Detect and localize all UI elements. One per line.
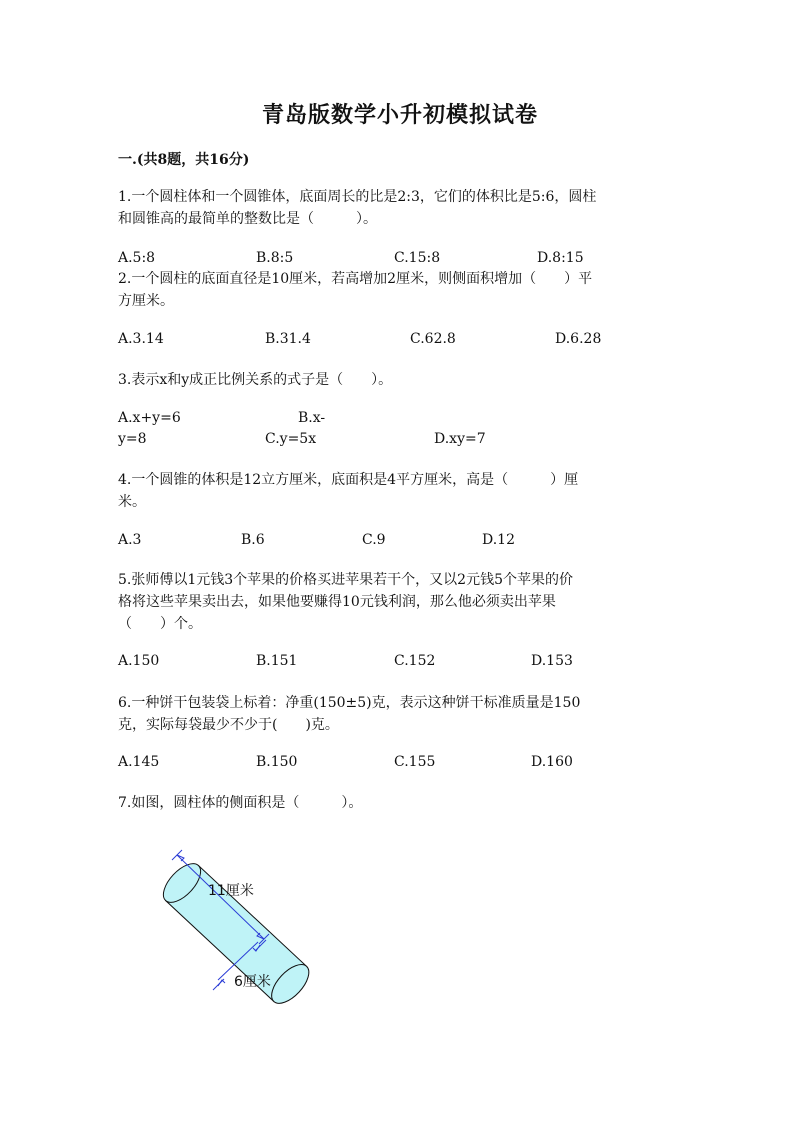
question-2-line-2: 方厘米。	[118, 293, 174, 309]
question-4-line-1: 4.一个圆锥的体积是12立方厘米，底面积是4平方厘米，高是（ ）厘	[118, 472, 579, 488]
question-5-line-1: 5.张师傅以1元钱3个苹果的价格买进苹果若干个，又以2元钱5个苹果的价	[118, 572, 573, 588]
question-4-option-c: C.9	[362, 532, 386, 548]
question-6-line-1: 6.一种饼干包装袋上标着：净重(150±5)克，表示这种饼干标准质量是150	[118, 695, 581, 711]
question-4-option-b: B.6	[241, 532, 265, 548]
question-2-option-a: A.3.14	[118, 331, 164, 347]
question-1-option-b: B.8:5	[256, 250, 294, 266]
question-2-option-c: C.62.8	[410, 331, 456, 347]
question-2-line-1: 2.一个圆柱的底面直径是10厘米，若高增加2厘米，则侧面积增加（ ）平	[118, 271, 593, 287]
question-6-option-c: C.155	[394, 754, 436, 770]
question-1-line-2: 和圆锥高的最简单的整数比是（ ）。	[118, 211, 377, 227]
question-4-option-a: A.3	[118, 532, 142, 548]
question-3-option-b: B.x-	[298, 410, 326, 426]
question-2-option-d: D.6.28	[555, 331, 602, 347]
question-7-line-1: 7.如图，圆柱体的侧面积是（ ）。	[118, 795, 363, 811]
question-5-option-c: C.152	[394, 653, 436, 669]
question-6-option-b: B.150	[256, 754, 298, 770]
question-6-option-a: A.145	[118, 754, 160, 770]
page-title: 青岛版数学小升初模拟试卷	[261, 102, 538, 128]
question-2-option-b: B.31.4	[265, 331, 311, 347]
question-3-option-c: C.y=5x	[265, 431, 317, 447]
question-4-option-d: D.12	[482, 532, 515, 548]
question-3-option-b-cont: y=8	[118, 431, 147, 447]
question-5-line-2: 格将这些苹果卖出去，如果他要赚得10元钱利润，那么他必须卖出苹果	[118, 594, 556, 610]
question-5-option-d: D.153	[531, 653, 573, 669]
section-header: 一.(共8题，共16分)	[118, 152, 250, 168]
cylinder-figure	[118, 840, 318, 1010]
question-1-option-c: C.15:8	[394, 250, 441, 266]
question-6-option-d: D.160	[531, 754, 573, 770]
question-1-option-a: A.5:8	[118, 250, 156, 266]
question-1-option-d: D.8:15	[537, 250, 584, 266]
question-5-line-3: （ ）个。	[118, 616, 202, 632]
length-label: 11厘米	[208, 883, 254, 899]
question-5-option-b: B.151	[256, 653, 298, 669]
question-4-line-2: 米。	[118, 494, 146, 510]
question-3-option-d: D.xy=7	[434, 431, 486, 447]
question-5-option-a: A.150	[118, 653, 160, 669]
question-1-line-1: 1.一个圆柱体和一个圆锥体，底面周长的比是2:3，它们的体积比是5:6，圆柱	[118, 189, 597, 205]
diameter-label: 6厘米	[234, 974, 271, 990]
question-6-line-2: 克，实际每袋最少不少于( )克。	[118, 717, 339, 733]
question-3-line-1: 3.表示x和y成正比例关系的式子是（ ）。	[118, 372, 393, 388]
question-3-option-a: A.x+y=6	[118, 410, 181, 426]
